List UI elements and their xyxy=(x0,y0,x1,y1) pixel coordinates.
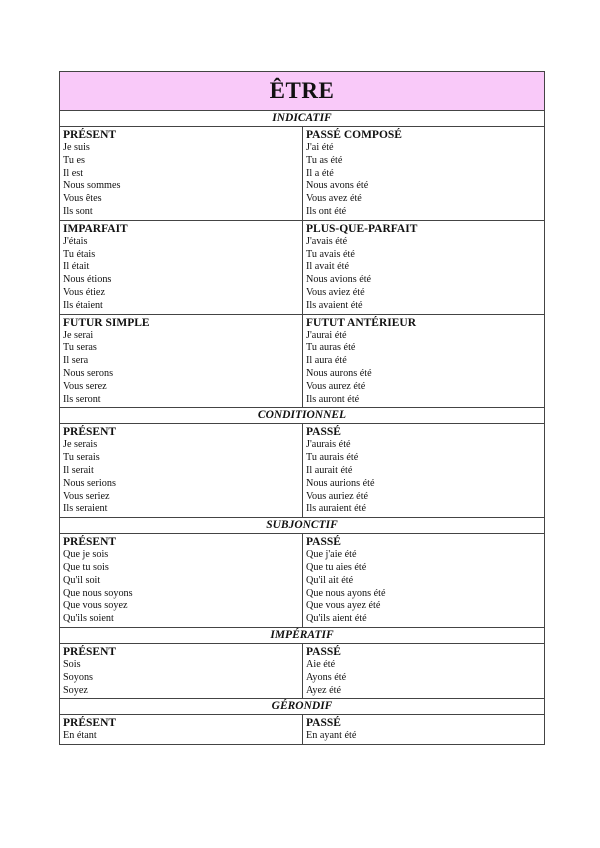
conjugated-form: Vous étiez xyxy=(63,286,105,298)
tense-row xyxy=(60,534,544,628)
tense-heading: PRÉSENT xyxy=(63,645,117,658)
mood-header: INDICATIF xyxy=(60,111,544,127)
conjugated-form: Vous aurez été xyxy=(306,380,366,392)
tense-heading: PRÉSENT xyxy=(63,426,117,439)
conjugated-form: Je serai xyxy=(63,329,94,341)
tense-row xyxy=(60,424,544,518)
tense-row xyxy=(60,715,544,744)
tense-heading: PASSÉ xyxy=(306,426,341,439)
conjugated-form: Ils seront xyxy=(63,393,101,405)
conjugated-form: Vous serez xyxy=(63,380,107,392)
verb-title: ÊTRE xyxy=(60,72,544,111)
conjugated-form: Que tu aies été xyxy=(306,561,367,573)
conjugated-form: Nous aurions été xyxy=(306,477,375,489)
tense-heading: PASSÉ COMPOSÉ xyxy=(306,129,402,141)
tense-cell xyxy=(60,127,302,220)
mood-header: IMPÉRATIF xyxy=(60,628,544,644)
conjugated-form: J'avais été xyxy=(306,235,348,247)
conjugated-form: Que tu sois xyxy=(63,561,109,573)
tense-heading: PRÉSENT xyxy=(63,536,117,549)
tense-cell xyxy=(302,424,544,517)
tense-row xyxy=(60,127,544,221)
conjugated-form: Que j'aie été xyxy=(306,549,357,561)
conjugated-form: Qu'ils aient été xyxy=(306,613,367,625)
conjugated-form: Vous seriez xyxy=(63,490,110,502)
conjugated-form: J'aurais été xyxy=(306,439,351,451)
tense-cell xyxy=(302,315,544,408)
conjugated-form: Que nous ayons été xyxy=(306,587,386,599)
conjugated-form: Tu es xyxy=(63,154,85,166)
conjugated-form: Vous êtes xyxy=(63,193,102,205)
tense-heading: PRÉSENT xyxy=(63,717,117,730)
conjugated-form: Il a été xyxy=(306,167,334,179)
conjugated-form: Nous étions xyxy=(63,274,112,286)
tense-heading: FUTUT ANTÉRIEUR xyxy=(306,316,417,329)
conjugated-form: Ayons été xyxy=(306,671,347,683)
conjugated-form: Nous avions été xyxy=(306,274,372,286)
tense-heading: PRÉSENT xyxy=(63,129,117,141)
conjugated-form: Qu'il soit xyxy=(63,574,101,586)
tense-cell xyxy=(60,715,302,744)
conjugated-form: Il sera xyxy=(63,355,89,367)
mood-header: CONDITIONNEL xyxy=(60,408,544,424)
mood-header: GÉRONDIF xyxy=(60,699,544,715)
conjugated-form: Soyez xyxy=(63,684,88,696)
conjugated-form: J'ai été xyxy=(306,142,334,153)
tense-cell xyxy=(60,644,302,698)
tense-heading: PLUS-QUE-PARFAIT xyxy=(306,222,418,235)
conjugated-form: En ayant été xyxy=(306,730,357,742)
tense-cell xyxy=(60,534,302,627)
conjugated-form: Que nous soyons xyxy=(63,587,133,599)
tense-cell xyxy=(302,644,544,698)
conjugated-form: Je serais xyxy=(63,439,98,451)
mood-sections xyxy=(60,111,544,744)
tense-cell xyxy=(302,715,544,744)
tense-cell xyxy=(60,424,302,517)
conjugated-form: Tu seras xyxy=(63,342,97,354)
conjugated-form: Ils ont été xyxy=(306,205,347,217)
conjugated-form: Tu aurais été xyxy=(306,452,359,464)
conjugated-form: Vous aviez été xyxy=(306,286,365,298)
conjugated-form: Tu auras été xyxy=(306,342,356,354)
tense-row xyxy=(60,315,544,409)
conjugated-form: Qu'il ait été xyxy=(306,574,354,586)
tense-cell xyxy=(302,127,544,220)
conjugated-form: Il aura été xyxy=(306,355,347,367)
tense-heading: IMPARFAIT xyxy=(63,222,128,235)
conjugated-form: Nous sommes xyxy=(63,180,121,192)
conjugated-form: Ayez été xyxy=(306,684,341,696)
conjugated-form: Nous serions xyxy=(63,477,116,489)
conjugated-form: Aie été xyxy=(306,658,336,670)
conjugated-form: Tu avais été xyxy=(306,248,355,260)
conjugated-form: Tu étais xyxy=(63,248,96,260)
conjugated-form: Il était xyxy=(63,261,90,273)
conjugated-form: Ils auraient été xyxy=(306,503,366,515)
conjugated-form: Ils avaient été xyxy=(306,299,363,311)
tense-heading: PASSÉ xyxy=(306,717,341,730)
conjugated-form: Qu'ils soient xyxy=(63,613,114,625)
conjugated-form: Nous aurons été xyxy=(306,367,372,379)
conjugated-form: Nous avons été xyxy=(306,180,369,192)
tense-row xyxy=(60,221,544,315)
tense-cell xyxy=(60,315,302,408)
conjugated-form: Vous auriez été xyxy=(306,490,369,502)
conjugated-form: Ils seraient xyxy=(63,503,108,515)
tense-row xyxy=(60,644,544,699)
tense-heading: PASSÉ xyxy=(306,536,341,549)
conjugated-form: Tu as été xyxy=(306,154,343,166)
conjugated-form: Tu serais xyxy=(63,452,100,464)
mood-header: SUBJONCTIF xyxy=(60,518,544,534)
conjugated-form: Vous avez été xyxy=(306,193,362,205)
conjugated-form: Que vous soyez xyxy=(63,600,128,612)
conjugated-form: J'étais xyxy=(63,235,88,247)
conjugated-form: Ils auront été xyxy=(306,393,360,405)
conjugated-form: En étant xyxy=(63,730,97,742)
conjugated-form: Nous serons xyxy=(63,367,114,379)
tense-cell xyxy=(302,534,544,627)
conjugated-form: Il serait xyxy=(63,464,94,476)
conjugated-form: Soyons xyxy=(63,671,94,683)
tense-cell xyxy=(60,221,302,314)
conjugated-form: J'aurai été xyxy=(306,329,347,341)
tense-heading: PASSÉ xyxy=(306,645,341,658)
tense-cell xyxy=(302,221,544,314)
tense-heading: FUTUR SIMPLE xyxy=(63,316,150,329)
conjugated-form: Sois xyxy=(63,658,81,670)
conjugated-form: Il avait été xyxy=(306,261,349,273)
conjugated-form: Que vous ayez été xyxy=(306,600,381,612)
conjugation-table xyxy=(59,71,545,745)
conjugated-form: Que je sois xyxy=(63,549,109,561)
conjugated-form: Ils étaient xyxy=(63,299,103,311)
conjugated-form: Je suis xyxy=(63,142,90,153)
conjugated-form: Ils sont xyxy=(63,205,93,217)
conjugated-form: Il aurait été xyxy=(306,464,353,476)
conjugated-form: Il est xyxy=(63,167,84,179)
